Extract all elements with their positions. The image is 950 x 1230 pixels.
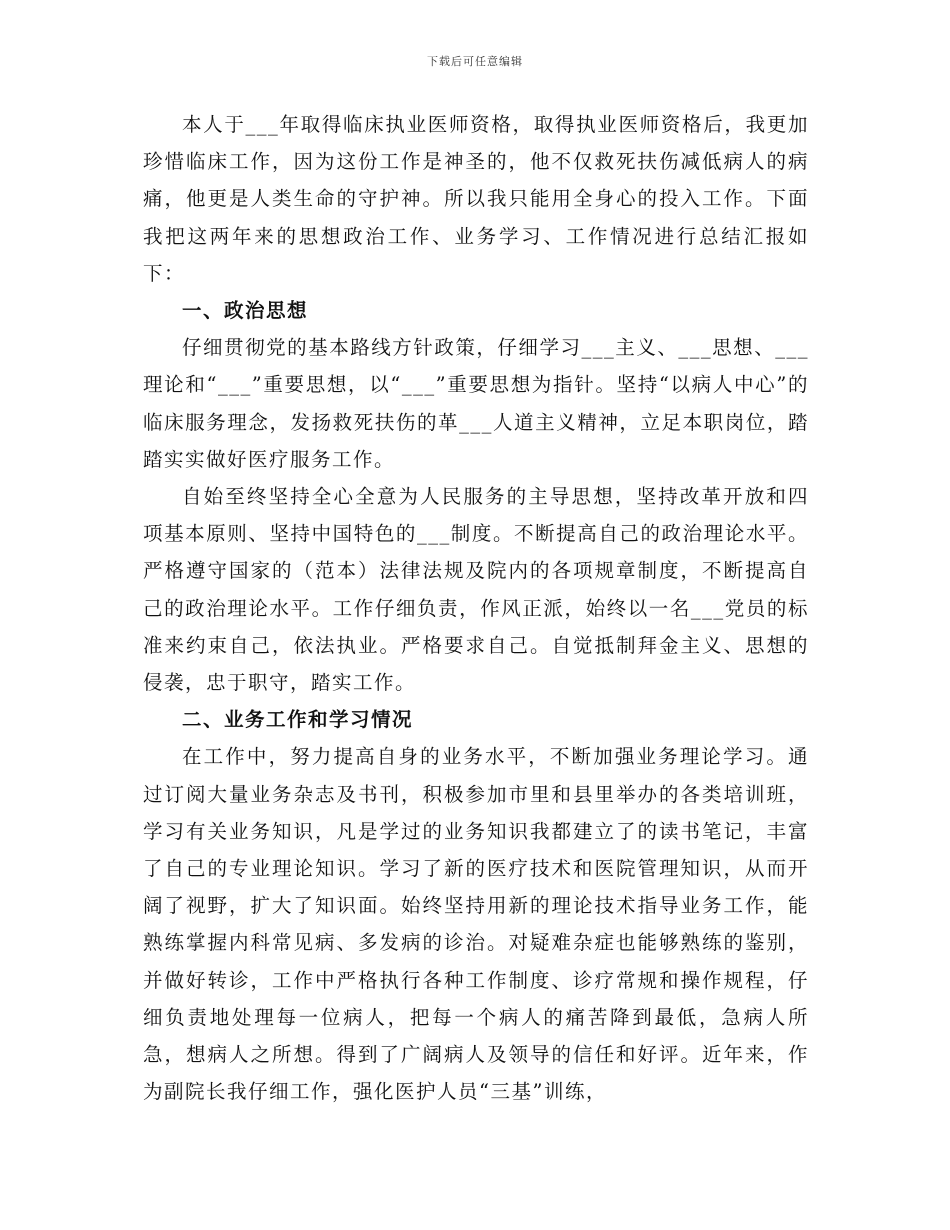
- politics-paragraph-1: 仔细贯彻党的基本路线方针政策，仔细学习___主义、___思想、___理论和“___”重要思想，以“___”重要思想为指针。坚持“以病人中心”的临床服务理念，发扬救死扶伤的革___人道主义精神，立足本职岗位，踏踏实实做好医疗服务工作。: [143, 336, 809, 471]
- section-heading-work-study: 二、业务工作和学习情况: [182, 708, 414, 732]
- work-study-paragraph: 在工作中，努力提高自身的业务水平，不断加强业务理论学习。通过订阅大量业务杂志及书刊，积极参加市里和县里举办的各类培训班，学习有关业务知识，凡是学过的业务知识我都建立了的读书笔记，丰富了自己的专业理论知识。学习了新的医疗技术和医院管理知识，从而开阔了视野，扩大了知识面。始终坚持用新的理论技术指导业务工作，能熟练掌握内科常见病、多发病的诊治。对疑难杂症也能够熟练的鉴别，并做好转诊，工作中严格执行各种工作制度、诊疗常规和操作规程，仔细负责地处理每一位病人，把每一个病人的痛苦降到最低，急病人所急，想病人之所想。得到了广阔病人及领导的信任和好评。近年来，作为副院长我仔细工作，强化医护人员“三基”训练，: [143, 745, 809, 1104]
- section-heading-politics: 一、政治思想: [182, 299, 309, 323]
- page-header: 下载后可任意编辑: [427, 55, 523, 68]
- politics-paragraph-2: 自始至终坚持全心全意为人民服务的主导思想，坚持改革开放和四项基本原则、坚持中国特色的___制度。不断提高自己的政治理论水平。严格遵守国家的（范本）法律法规及院内的各项规章制度，不断提高自己的政治理论水平。工作仔细负责，作风正派，始终以一名___党员的标准来约束自己，依法执业。严格要求自己。自觉抵制拜金主义、思想的侵袭，忠于职守，踏实工作。: [143, 485, 809, 695]
- document-body: [143, 106, 809, 1110]
- intro-paragraph: 本人于___年取得临床执业医师资格，取得执业医师资格后，我更加珍惜临床工作，因为这份工作是神圣的，他不仅救死扶伤减低病人的病痛，他更是人类生命的守护神。所以我只能用全身心的投入工作。下面我把这两年来的思想政治工作、业务学习、工作情况进行总结汇报如下：: [143, 113, 809, 285]
